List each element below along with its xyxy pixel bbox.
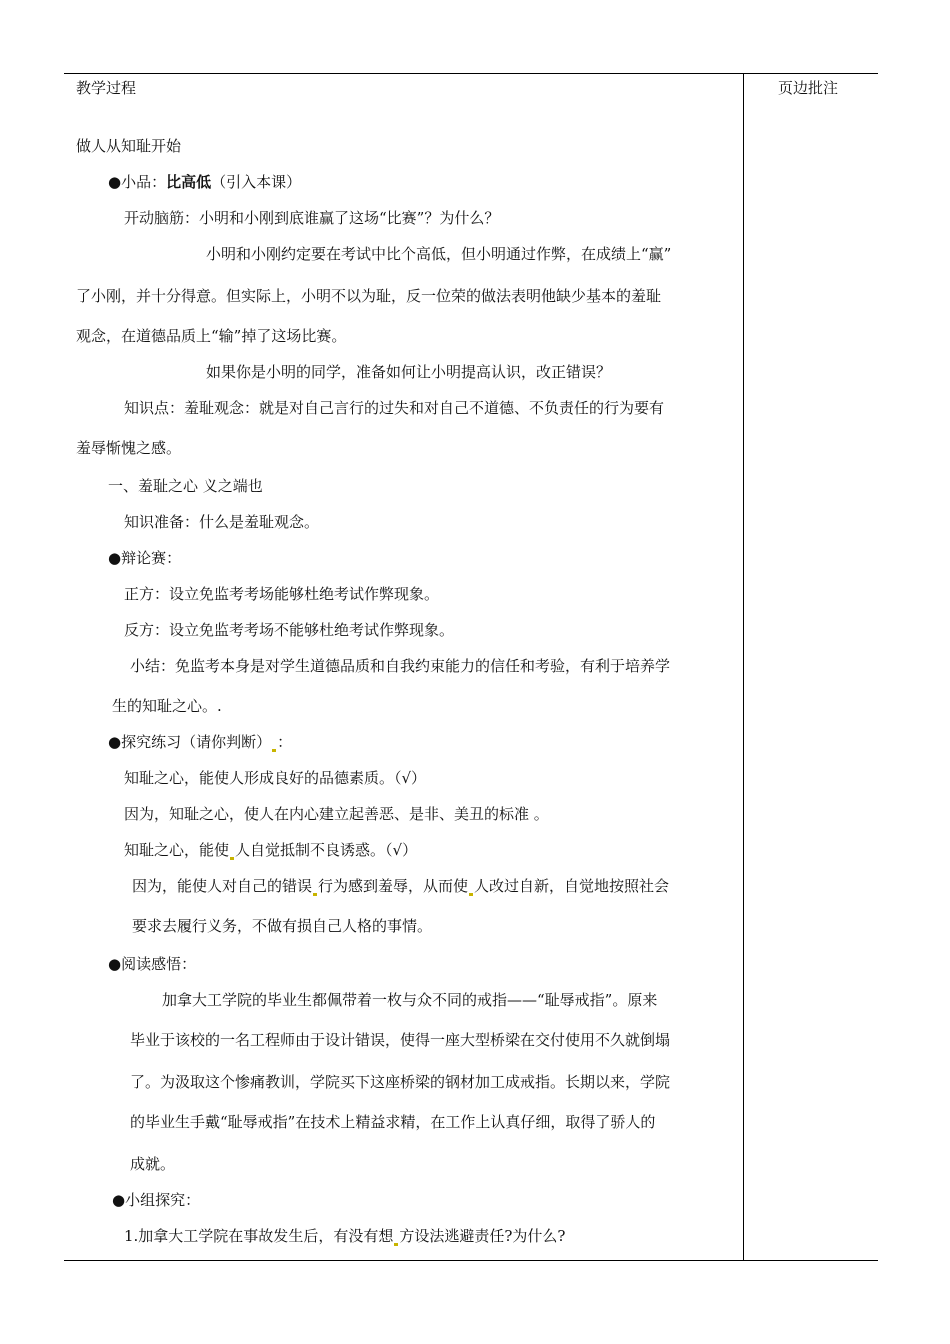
reading-story-line: 成就。: [130, 1155, 176, 1173]
skit-prefix: ●小品：: [108, 173, 167, 191]
column-header-margin-notes: 页边批注: [778, 79, 839, 97]
group-heading: ●小组探究：: [112, 1191, 201, 1209]
judgement-reason-part: 行为感到羞辱，从而使: [318, 877, 469, 895]
skit-heading: [108, 172, 301, 192]
judgement-text-part: 知耻之心，能使: [124, 841, 230, 859]
skit-title: 比高低: [166, 173, 212, 191]
reading-story-line: 了。为汲取这个惨痛教训，学院买下这座桥梁的钢材加工成戒指。长期以来，学院: [130, 1073, 671, 1091]
knowledge-point-line: 知识点：羞耻观念：就是对自己言行的过失和对自己不道德、不负责任的行为要有: [124, 399, 665, 417]
knowledge-point-line: 羞辱惭愧之感。: [76, 439, 182, 457]
annotation-mark: [394, 1243, 398, 1246]
judgement-reason: [132, 876, 669, 896]
debate-pro: 正方：设立免监考考场能够杜绝考试作弊现象。: [124, 585, 440, 603]
table-bottom-rule: [64, 1260, 878, 1261]
group-question: [124, 1226, 565, 1246]
judgement-text-part: 人自觉抵制不良诱惑。（√）: [235, 841, 418, 859]
skit-suffix: （引入本课）: [211, 173, 302, 191]
lesson-title: 做人从知耻开始: [76, 137, 182, 155]
summary-line: 小结：免监考本身是对学生道德品质和自我约束能力的信任和考验，有利于培养学: [130, 657, 671, 675]
reading-heading: ●阅读感悟：: [108, 955, 197, 973]
explore-heading-text: ●探究练习（请你判断）: [108, 733, 272, 751]
annotation-mark: [230, 857, 234, 860]
judgement-reason-line: 要求去履行义务，不做有损自己人格的事情。: [132, 917, 433, 935]
group-question-part: 方设法逃避责任?为什么?: [399, 1227, 566, 1245]
story-paragraph-line: 了小刚，并十分得意。但实际上，小明不以为耻，反一位荣的做法表明他缺少基本的羞耻: [76, 287, 662, 305]
judgement-reason-part: 人改过自新，自觉地按照社会: [474, 877, 670, 895]
reading-story-line: 的毕业生手戴“耻辱戒指”在技术上精益求精，在工作上认真仔细，取得了骄人的: [130, 1113, 656, 1131]
story-paragraph-line: 观念，在道德品质上“输”掉了这场比赛。: [76, 327, 347, 345]
judgement-statement: 知耻之心，能使人形成良好的品德素质。（√）: [124, 769, 427, 787]
story-paragraph-line: 小明和小刚约定要在考试中比个高低，但小明通过作弊，在成绩上“赢”: [206, 245, 672, 263]
section-heading: 一、羞耻之心 义之端也: [108, 477, 263, 495]
reading-story-line: 加拿大工学院的毕业生都佩带着一枚与众不同的戒指——“耻辱戒指”。原来: [162, 991, 658, 1009]
annotation-mark: [313, 893, 317, 896]
judgement-reason-part: 因为，能使人对自己的错误: [132, 877, 313, 895]
column-divider: [743, 73, 744, 1261]
debate-con: 反方：设立免监考考场不能够杜绝考试作弊现象。: [124, 621, 455, 639]
table-top-rule: [64, 73, 878, 74]
reflection-question: 如果你是小明的同学，准备如何让小明提高认识，改正错误？: [206, 363, 612, 381]
knowledge-prep: 知识准备：什么是羞耻观念。: [124, 513, 320, 531]
judgement-statement: [124, 840, 417, 860]
summary-line: 生的知耻之心。.: [112, 697, 222, 715]
group-question-part: 1.加拿大工学院在事故发生后，有没有想: [124, 1227, 394, 1245]
column-header-teaching-process: 教学过程: [76, 79, 137, 97]
annotation-mark: [272, 749, 276, 752]
brainstorm-prompt: 开动脑筋：小明和小刚到底谁赢了这场“比赛”？为什么？: [124, 209, 500, 227]
explore-heading: [108, 732, 292, 752]
annotation-mark: [469, 893, 473, 896]
reading-story-line: 毕业于该校的一名工程师由于设计错误，使得一座大型桥梁在交付使用不久就倒塌: [130, 1031, 671, 1049]
explore-heading-colon: ：: [277, 733, 293, 751]
debate-heading: ●辩论赛：: [108, 549, 182, 567]
judgement-reason: 因为，知耻之心，使人在内心建立起善恶、是非、美丑的标准 。: [124, 805, 549, 823]
